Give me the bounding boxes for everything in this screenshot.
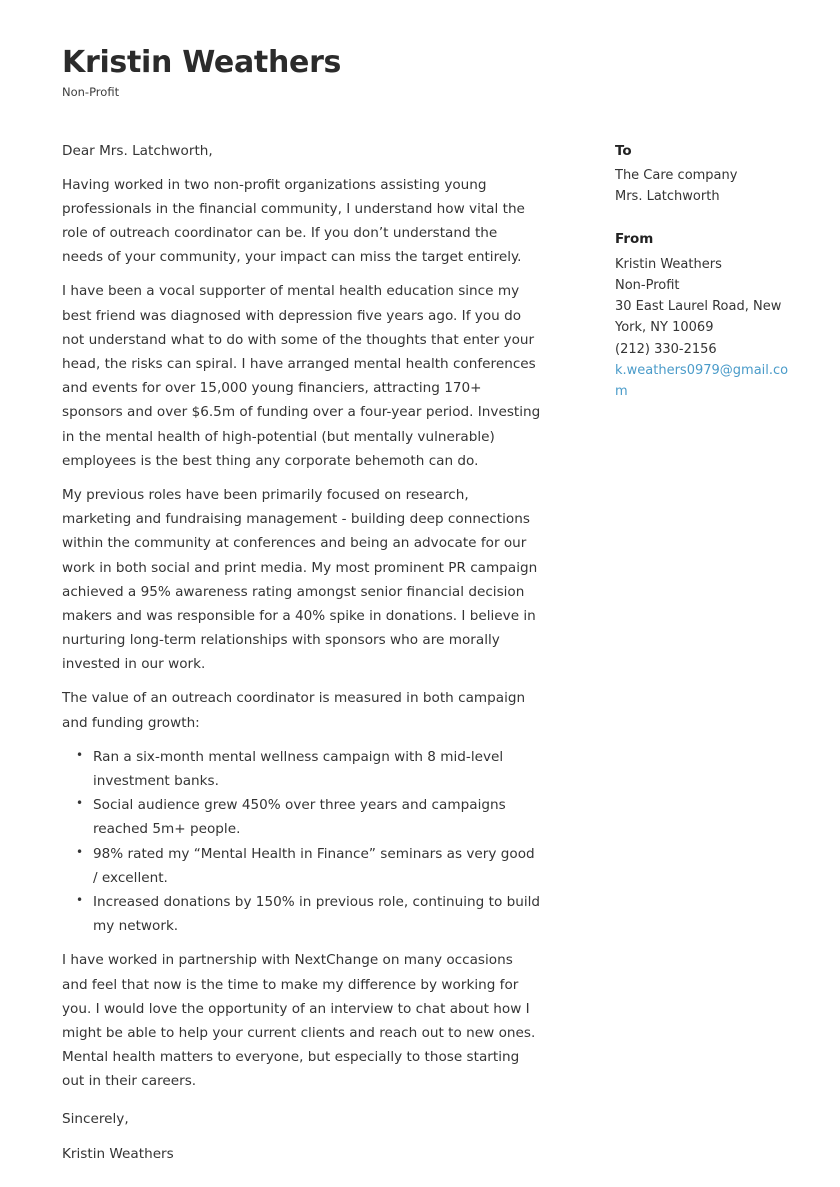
paragraph-intro: Having worked in two non-profit organizations assisting young professionals in the financial community, I understand how vital the role of outreach coordinator can be. If you don’t understand the needs of your community, your impact can miss the target entirely. — [62, 176, 525, 266]
recipient-name: Mrs. Latchworth — [615, 189, 720, 205]
bullet-icon: • — [76, 747, 84, 762]
recipient-block — [615, 141, 790, 208]
list-item-text: Ran a six-month mental wellness campaign with 8 mid-level investment banks. — [93, 748, 504, 789]
recipient-company: The Care company — [615, 168, 738, 184]
paragraph-previous-roles: My previous roles have been primarily focused on research, marketing and fundraising management - building deep connections within the community at conferences and being an advocate for our work in both social and print media. My most prominent PR campaign achieved a 95% awareness rating amongst senior financial decision makers and was responsible for a 40% spike in donations. I believe in nurturing long-term relationships with sponsors who are morally invested in our work. — [62, 486, 538, 673]
contact-sidebar — [615, 139, 790, 424]
candidate-profession: Non-Profit — [62, 84, 120, 99]
bullet-icon: • — [76, 844, 84, 859]
salutation: Dear Mrs. Latchworth, — [62, 142, 213, 159]
paragraph-value-lead-in: The value of an outreach coordinator is measured in both campaign and funding growth: — [62, 690, 526, 731]
bullet-icon: • — [76, 796, 84, 811]
sender-email-link[interactable]: k.weathers0979@gmail.com — [615, 362, 789, 399]
list-item — [62, 793, 541, 841]
content-columns — [62, 139, 790, 1176]
list-item-text: 98% rated my “Mental Health in Finance” seminars as very good / excellent. — [93, 845, 535, 886]
letter-body — [62, 139, 541, 1176]
sender-name: Kristin Weathers — [615, 257, 722, 273]
paragraph-experience: I have been a vocal supporter of mental health education since my best friend was diagnosed with depression five years ago. If you do not understand what to do with some of the thoughts that enter your head, the risks can spiral. I have arranged mental health conferences and events for over 15,000 young financiers, attracting 170+ sponsors and over $6.5m of funding over a four-year period. Investing in the mental health of high-potential (but mentally vulnerable) employees is the best thing any corporate behemoth can do. — [62, 283, 541, 469]
bullet-icon: • — [76, 892, 84, 907]
sender-block — [615, 229, 790, 401]
paragraph-closing: I have worked in partnership with NextChange on many occasions and feel that now is the time to make my difference by working for you. I would love the opportunity of an interview to chat about how I might be able to help your current clients and reach out to new ones. Mental health matters to everyone, but especially to those starting out in their careers. — [62, 952, 536, 1090]
from-label: From — [615, 231, 654, 248]
list-item-text: Increased donations by 150% in previous role, continuing to build my network. — [93, 893, 541, 935]
candidate-name: Kristin Weathers — [62, 45, 342, 80]
letter-header — [62, 46, 790, 99]
list-item — [62, 842, 541, 890]
list-item-text: Social audience grew 450% over three years and campaigns reached 5m+ people. — [93, 797, 506, 838]
sender-phone: (212) 330-2156 — [615, 341, 717, 357]
to-label: To — [615, 142, 632, 159]
list-item — [62, 890, 541, 938]
sender-address: 30 East Laurel Road, New York, NY 10069 — [615, 299, 782, 336]
signature-name: Kristin Weathers — [62, 1145, 174, 1162]
sender-profession: Non-Profit — [615, 278, 680, 294]
signoff: Sincerely, — [62, 1111, 129, 1128]
list-item — [62, 745, 541, 793]
achievements-list — [62, 745, 541, 939]
